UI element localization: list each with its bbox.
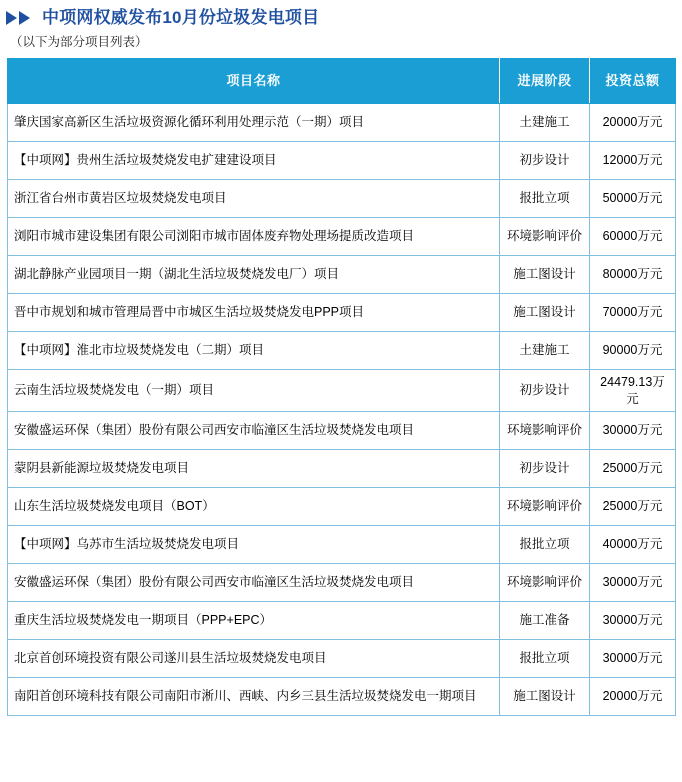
column-header-stage: 进展阶段 [500, 58, 590, 103]
cell-stage: 施工图设计 [500, 293, 590, 331]
cell-project-name: 湖北静脉产业园项目一期（湖北生活垃圾焚烧发电厂）项目 [8, 255, 500, 293]
cell-amount: 90000万元 [590, 331, 676, 369]
table-row [8, 488, 676, 526]
cell-amount: 25000万元 [590, 450, 676, 488]
cell-amount: 30000万元 [590, 412, 676, 450]
cell-stage: 环境影响评价 [500, 488, 590, 526]
cell-project-name: 重庆生活垃圾焚烧发电一期项目（PPP+EPC） [8, 602, 500, 640]
cell-project-name: 南阳首创环境科技有限公司南阳市淅川、西峡、内乡三县生活垃圾焚烧发电一期项目 [8, 678, 500, 716]
cell-stage: 环境影响评价 [500, 412, 590, 450]
table-row [8, 640, 676, 678]
table-row [8, 255, 676, 293]
cell-project-name: 【中项网】贵州生活垃圾焚烧发电扩建建设项目 [8, 141, 500, 179]
cell-amount: 25000万元 [590, 488, 676, 526]
cell-amount: 20000万元 [590, 678, 676, 716]
table-row [8, 369, 676, 412]
table-header-row [8, 58, 676, 103]
cell-stage: 报批立项 [500, 640, 590, 678]
cell-project-name: 【中项网】乌苏市生活垃圾焚烧发电项目 [8, 526, 500, 564]
table-header [8, 58, 676, 103]
table-row [8, 179, 676, 217]
cell-stage: 施工图设计 [500, 678, 590, 716]
cell-project-name: 安徽盛运环保（集团）股份有限公司西安市临潼区生活垃圾焚烧发电项目 [8, 564, 500, 602]
cell-amount: 30000万元 [590, 564, 676, 602]
cell-stage: 土建施工 [500, 331, 590, 369]
cell-stage: 施工图设计 [500, 255, 590, 293]
table-row [8, 141, 676, 179]
cell-stage: 初步设计 [500, 450, 590, 488]
table-row [8, 602, 676, 640]
cell-project-name: 浏阳市城市建设集团有限公司浏阳市城市固体废弃物处理场提质改造项目 [8, 217, 500, 255]
cell-amount: 40000万元 [590, 526, 676, 564]
cell-project-name: 安徽盛运环保（集团）股份有限公司西安市临潼区生活垃圾焚烧发电项目 [8, 412, 500, 450]
table-row [8, 293, 676, 331]
page-subtitle: （以下为部分项目列表） [10, 35, 148, 50]
cell-stage: 初步设计 [500, 369, 590, 412]
cell-project-name: 山东生活垃圾焚烧发电项目（BOT） [8, 488, 500, 526]
page-title: 中项网权威发布10月份垃圾发电项目 [42, 8, 320, 27]
column-header-name: 项目名称 [8, 58, 500, 103]
table-row [8, 564, 676, 602]
table-row [8, 217, 676, 255]
cell-project-name: 【中项网】淮北市垃圾焚烧发电（二期）项目 [8, 331, 500, 369]
cell-project-name: 北京首创环境投资有限公司遂川县生活垃圾焚烧发电项目 [8, 640, 500, 678]
cell-stage: 报批立项 [500, 179, 590, 217]
projects-table [7, 58, 676, 717]
cell-amount: 60000万元 [590, 217, 676, 255]
cell-amount: 24479.13万元 [590, 369, 676, 412]
column-header-amount: 投资总额 [590, 58, 676, 103]
table-row [8, 526, 676, 564]
cell-stage: 环境影响评价 [500, 217, 590, 255]
double-right-arrow-icon [6, 10, 36, 26]
cell-project-name: 蒙阴县新能源垃圾焚烧发电项目 [8, 450, 500, 488]
cell-amount: 80000万元 [590, 255, 676, 293]
cell-amount: 30000万元 [590, 640, 676, 678]
cell-project-name: 肇庆国家高新区生活垃圾资源化循环利用处理示范（一期）项目 [8, 103, 500, 141]
cell-amount: 70000万元 [590, 293, 676, 331]
cell-amount: 30000万元 [590, 602, 676, 640]
cell-stage: 环境影响评价 [500, 564, 590, 602]
cell-project-name: 浙江省台州市黄岩区垃圾焚烧发电项目 [8, 179, 500, 217]
table-row [8, 678, 676, 716]
cell-stage: 报批立项 [500, 526, 590, 564]
table-body [8, 103, 676, 716]
cell-stage: 初步设计 [500, 141, 590, 179]
table-row [8, 103, 676, 141]
table-row [8, 412, 676, 450]
page-header [0, 0, 682, 32]
table-row [8, 450, 676, 488]
cell-amount: 12000万元 [590, 141, 676, 179]
cell-stage: 土建施工 [500, 103, 590, 141]
cell-project-name: 晋中市规划和城市管理局晋中市城区生活垃圾焚烧发电PPP项目 [8, 293, 500, 331]
table-row [8, 331, 676, 369]
cell-amount: 20000万元 [590, 103, 676, 141]
cell-amount: 50000万元 [590, 179, 676, 217]
cell-stage: 施工准备 [500, 602, 590, 640]
cell-project-name: 云南生活垃圾焚烧发电（一期）项目 [8, 369, 500, 412]
